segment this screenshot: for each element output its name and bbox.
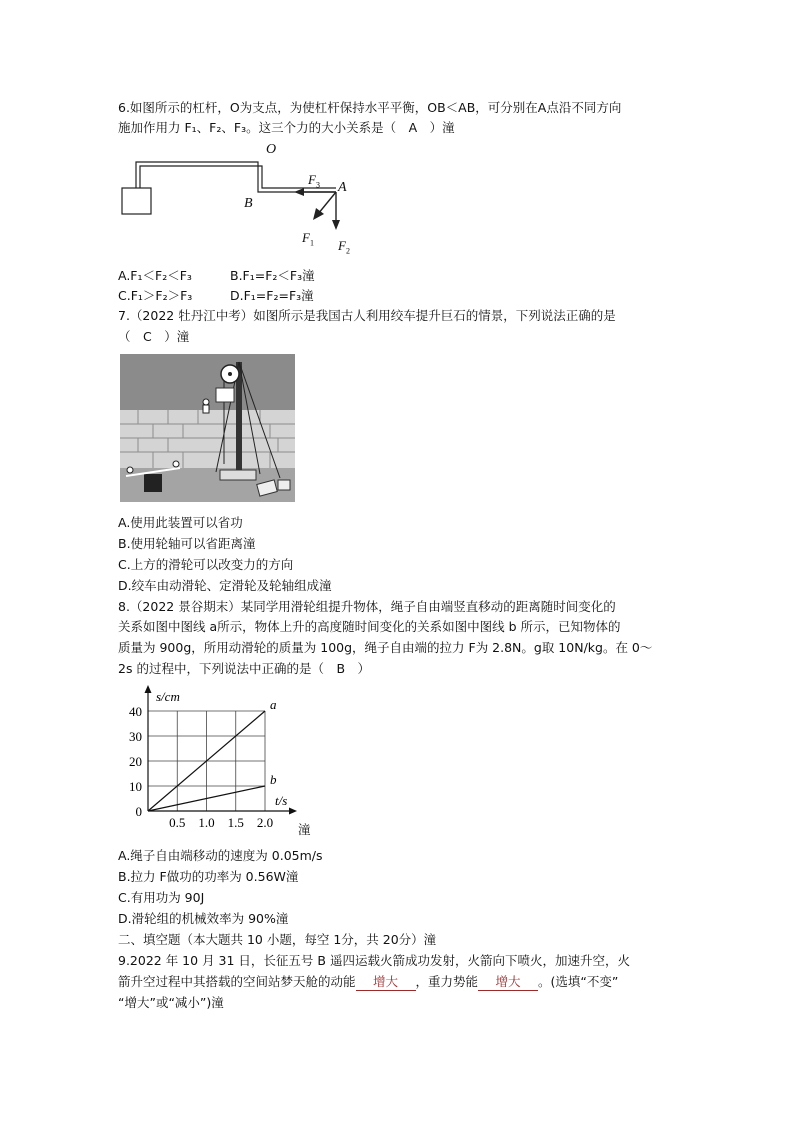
q9-line-2-pre: 箭升空过程中其搭载的空间站梦天舱的动能 — [118, 974, 356, 989]
q6-option-d: D.F₁=F₂=F₃潼 — [230, 288, 314, 303]
worker-head — [203, 399, 209, 405]
q7-option-b: B.使用轮轴可以省距离潼 — [118, 536, 256, 551]
label-f1: $F_1$ — [302, 230, 314, 248]
series-label-a: a — [270, 697, 277, 712]
distance-time-chart — [110, 684, 310, 834]
q8-option-d: D.滑轮组的机械效率为 90%潼 — [118, 911, 289, 926]
q8-line-3: 质量为 900g，所用动滑轮的质量为 100g，绳子自由端的拉力 F为 2.8N。g取 10N/kg。在 0～ — [118, 640, 653, 655]
q9-line-2-mid: ，重力势能 — [415, 974, 479, 989]
q6-option-a: A.F₁＜F₂＜F₃ — [118, 268, 192, 283]
q6-line-1: 6.如图所示的杠杆，O为支点，为使杠杆保持水平平衡，OB＜AB，可分别在A点沿不同方向 — [118, 100, 622, 115]
weight-box — [122, 188, 151, 214]
label-b: B — [244, 196, 253, 211]
q7-option-c: C.上方的滑轮可以改变力的方向 — [118, 557, 294, 572]
q8-option-c: C.有用功为 90J — [118, 890, 205, 905]
section-2-heading: 二、填空题（本大题共 10 小题，每空 1分，共 20分）潼 — [118, 932, 437, 947]
q8-option-a: A.绳子自由端移动的速度为 0.05m/s — [118, 848, 323, 863]
worker-right — [173, 461, 179, 467]
label-a: A — [338, 180, 347, 195]
label-o: O — [266, 142, 277, 157]
f1-arrow-line — [318, 192, 336, 214]
x-tick-label-2: 1.5 — [227, 815, 244, 830]
q6-line-2: 施加作用力 F₁、F₂、F₃。这三个力的大小关系是（ A ）潼 — [118, 120, 455, 135]
q7-option-d: D.绞车由动滑轮、定滑轮及轮轴组成潼 — [118, 578, 332, 593]
label-f3: $F_3$ — [308, 172, 320, 190]
y-tick-label-4: 40 — [129, 704, 142, 719]
q8-line-1: 8.（2022 景谷期末）某同学用滑轮组提升物体，绳子自由端竖直移动的距离随时间变化的 — [118, 599, 616, 614]
q8-line-4: 2s 的过程中，下列说法中正确的是（ B ） — [118, 661, 371, 676]
rock-2 — [278, 480, 290, 490]
f3-arrowhead — [294, 188, 304, 196]
label-f2: $F_2$ — [338, 238, 350, 256]
x-tick-label-1: 1.0 — [198, 815, 215, 830]
x-tick-label-0: 0.5 — [169, 815, 186, 830]
q9-blank-2: 增大 — [478, 974, 538, 991]
x-axis-label: t/s — [275, 793, 288, 808]
q8-line-2: 关系如图中图线 a所示，物体上升的高度随时间变化的关系如图中图线 b 所示，已知物体的 — [118, 619, 621, 634]
y-tick-label-1: 10 — [129, 779, 142, 794]
winch-illustration — [120, 354, 295, 502]
q9-line-1: 9.2022 年 10 月 31 日，长征五号 B 遥四运载火箭成功发射，火箭向下喷火，加速升空，火 — [118, 953, 630, 968]
worker-left — [127, 467, 133, 473]
q7-option-a: A.使用此装置可以省功 — [118, 515, 243, 530]
winch-drum — [144, 474, 162, 492]
q7-line-2: （ C ）潼 — [118, 329, 190, 344]
q6-option-b: B.F₁=F₂＜F₃潼 — [230, 268, 315, 283]
q9-blank-1: 增大 — [356, 974, 416, 991]
stone-wall — [120, 410, 295, 468]
x-tick-label-3: 2.0 — [256, 815, 274, 830]
f2-arrowhead — [332, 220, 340, 230]
q6-option-c: C.F₁＞F₂＞F₃ — [118, 288, 193, 303]
lever-bar-inner — [140, 166, 336, 188]
q7-line-1: 7.（2022 牡丹江中考）如图所示是我国古人利用绞车提升巨石的情景，下列说法正确的是 — [118, 308, 616, 323]
y-tick-label-2: 20 — [129, 754, 142, 769]
y-tick-label-0: 0 — [135, 804, 142, 819]
q9-line-2-post: 。(选填“不变” — [538, 974, 619, 989]
q8-trailing-mark: 潼 — [298, 822, 311, 837]
y-tick-label-3: 30 — [129, 729, 142, 744]
series-label-b: b — [270, 772, 277, 787]
y-axis-arrowhead — [145, 685, 152, 693]
x-axis-arrowhead — [289, 808, 297, 815]
q8-option-b: B.拉力 F做功的功率为 0.56W潼 — [118, 869, 299, 884]
lever-figure — [110, 140, 370, 260]
f1-arrowhead — [313, 208, 324, 220]
y-axis-label: s/cm — [156, 689, 180, 704]
base-platform — [220, 470, 256, 480]
hanging-stone — [216, 388, 234, 402]
q9-line-3: “增大”或“减小”)潼 — [118, 995, 224, 1010]
worker-body — [203, 405, 209, 413]
q9-line-2 — [118, 972, 618, 991]
